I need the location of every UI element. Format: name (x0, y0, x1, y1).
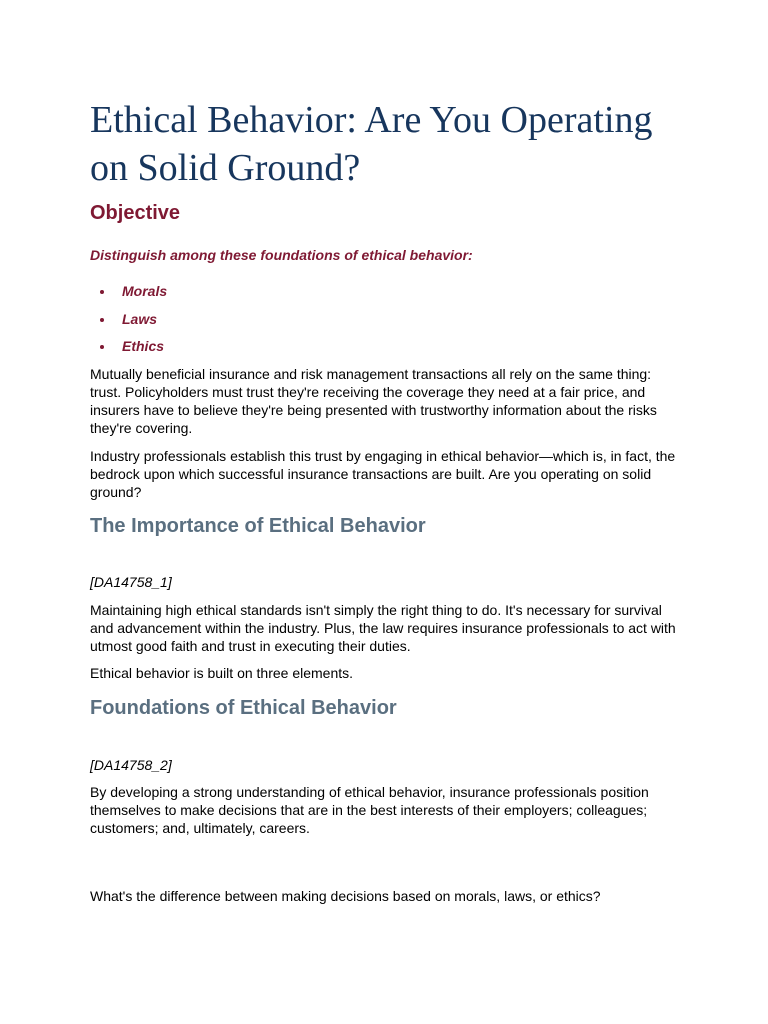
objective-heading: Objective (90, 202, 181, 224)
document-title: Ethical Behavior: Are You Operating on Solid Ground? (90, 99, 653, 189)
bullet-icon (100, 290, 104, 294)
list-item-label: Laws (122, 310, 158, 327)
bullet-icon (100, 345, 104, 349)
intro-paragraph-1: Mutually beneficial insurance and risk management transactions all rely on the same thing: trust. Policyholders must trust they're receiving the coverage they need at a fair price, and insurers have to believe they're being presented with trustworthy information about the risks they're covering. (90, 366, 657, 436)
list-item-label: Ethics (122, 338, 165, 354)
section-1-reference: [DA14758_1] (90, 574, 172, 590)
list-item-label: Morals (122, 283, 168, 299)
section-1-paragraph-1: Maintaining high ethical standards isn't simply the right thing to do. It's necessary for survival and advancement within the industry. Plus, the law requires insurance professionals to act with utmost good faith and trust in executing their duties. (90, 602, 676, 654)
bullet-icon (100, 318, 104, 322)
section-2-question: What's the difference between making decisions based on morals, laws, or ethics? (90, 888, 601, 904)
list-item (90, 337, 167, 365)
intro-paragraph-2: Industry professionals establish this trust by engaging in ethical behavior—which is, in fact, the bedrock upon which successful insurance transactions are built. Are you operating on solid ground? (90, 448, 676, 500)
section-heading-importance: The Importance of Ethical Behavior (90, 515, 426, 537)
section-2-paragraph-1: By developing a strong understanding of ethical behavior, insurance professionals position themselves to make decisions that are in the best interests of their employers; colleagues; customers; and, ultimately, careers. (90, 784, 649, 836)
section-heading-foundations: Foundations of Ethical Behavior (90, 697, 397, 719)
objective-intro: Distinguish among these foundations of ethical behavior: (90, 247, 473, 263)
section-1-paragraph-2: Ethical behavior is built on three elements. (90, 665, 354, 681)
list-item (90, 310, 167, 338)
list-item (90, 282, 167, 310)
section-2-reference: [DA14758_2] (90, 757, 172, 773)
foundations-list (90, 282, 167, 365)
